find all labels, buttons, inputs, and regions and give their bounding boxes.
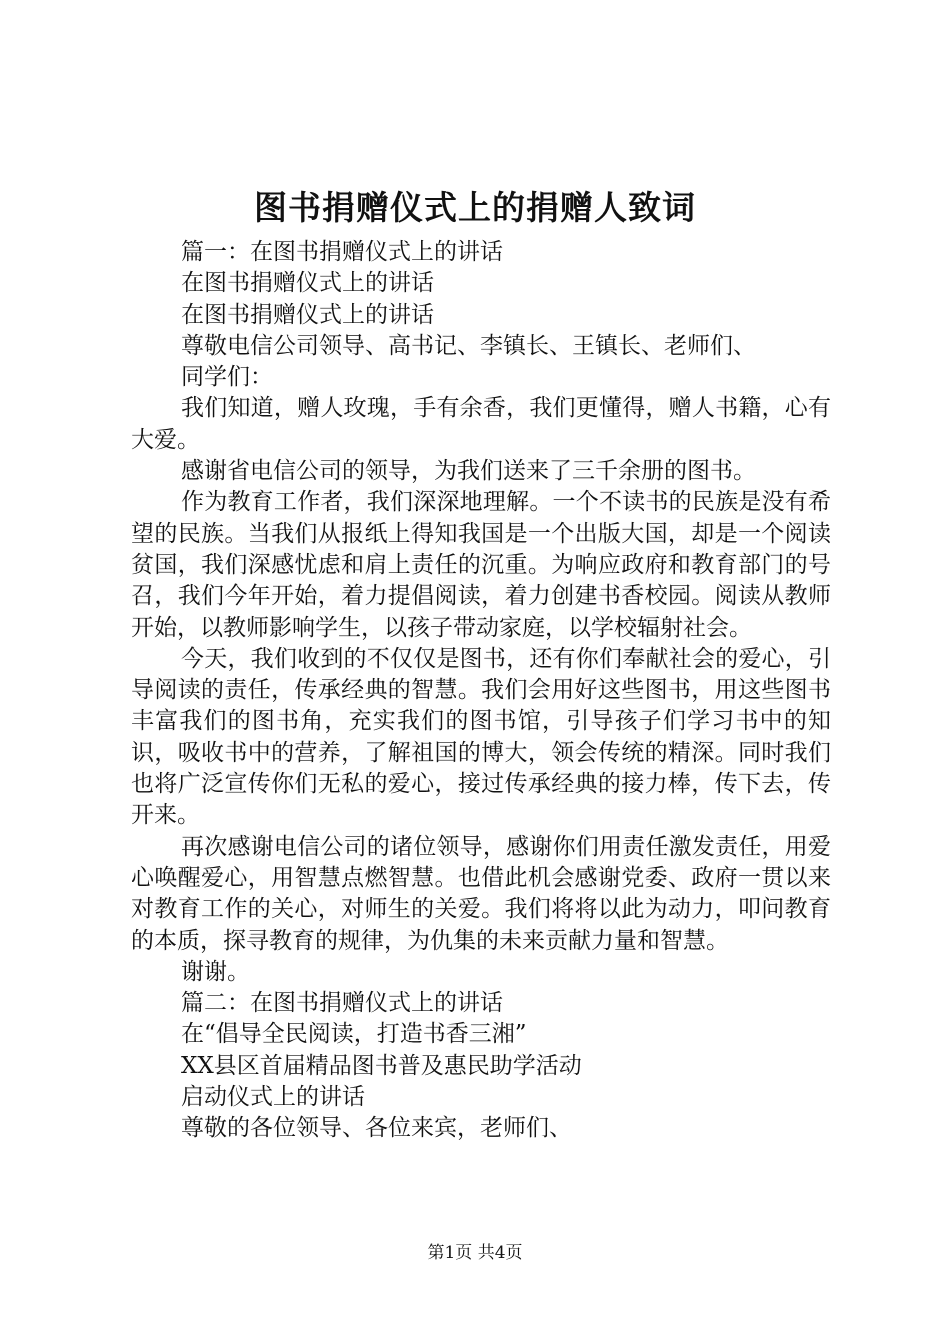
paragraph: 今天，我们收到的不仅仅是图书，还有你们奉献社会的爱心，引导阅读的责任，传承经典的智慧。我们会用好这些图书，用这些图书丰富我们的图书角，充实我们的图书馆，引导孩子们学习书中的知识，吸收书中的营养，了解祖国的博大，领会传统的精深。同时我们也将广泛宣传你们无私的爱心，接过传承经典的接力棒，传下去，传开来。	[131, 645, 831, 829]
paragraph: 我们知道，赠人玫瑰，手有余香，我们更懂得，赠人书籍，心有大爱。	[131, 395, 831, 453]
salutation-line: 尊敬的各位领导、各位来宾，老师们、	[181, 1115, 572, 1142]
document-body	[131, 237, 831, 1145]
text-line: 在图书捐赠仪式上的讲话	[181, 270, 434, 297]
paragraph: 作为教育工作者，我们深深地理解。一个不读书的民族是没有希望的民族。当我们从报纸上得知我国是一个出版大国，却是一个阅读贫国，我们深感忧虑和肩上责任的沉重。为响应政府和教育部门的号召，我们今年开始，着力提倡阅读，着力创建书香校园。阅读从教师开始，以教师影响学生，以孩子带动家庭，以学校辐射社会。	[131, 489, 831, 641]
salutation-line: 同学们：	[181, 364, 273, 391]
text-line: 谢谢。	[181, 958, 250, 985]
document-title: 图书捐赠仪式上的捐赠人致词	[254, 188, 696, 227]
paragraph: 再次感谢电信公司的诸位领导，感谢你们用责任激发责任，用爱心唤醒爱心，用智慧点燃智慧。也借此机会感谢党委、政府一贯以来对教育工作的关心，对师生的关爱。我们将将以此为动力，叩问教育的本质，探寻教育的规律，为仇集的未来贡献力量和智慧。	[131, 833, 831, 954]
section-heading: 篇二：在图书捐赠仪式上的讲话	[181, 990, 503, 1017]
page-footer: 第1页 共4页	[427, 1243, 523, 1263]
text-line: 在“倡导全民阅读，打造书香三湘”	[181, 1021, 527, 1048]
text-line: 在图书捐赠仪式上的讲话	[181, 301, 434, 328]
salutation-line: 尊敬电信公司领导、高书记、李镇长、王镇长、老师们、	[181, 332, 756, 359]
section-heading: 篇一：在图书捐赠仪式上的讲话	[181, 239, 503, 265]
paragraph: 感谢省电信公司的领导，为我们送来了三千余册的图书。	[181, 458, 756, 485]
text-line: 启动仪式上的讲话	[181, 1084, 365, 1111]
text-line: XX县区首届精品图书普及惠民助学活动	[181, 1052, 582, 1079]
